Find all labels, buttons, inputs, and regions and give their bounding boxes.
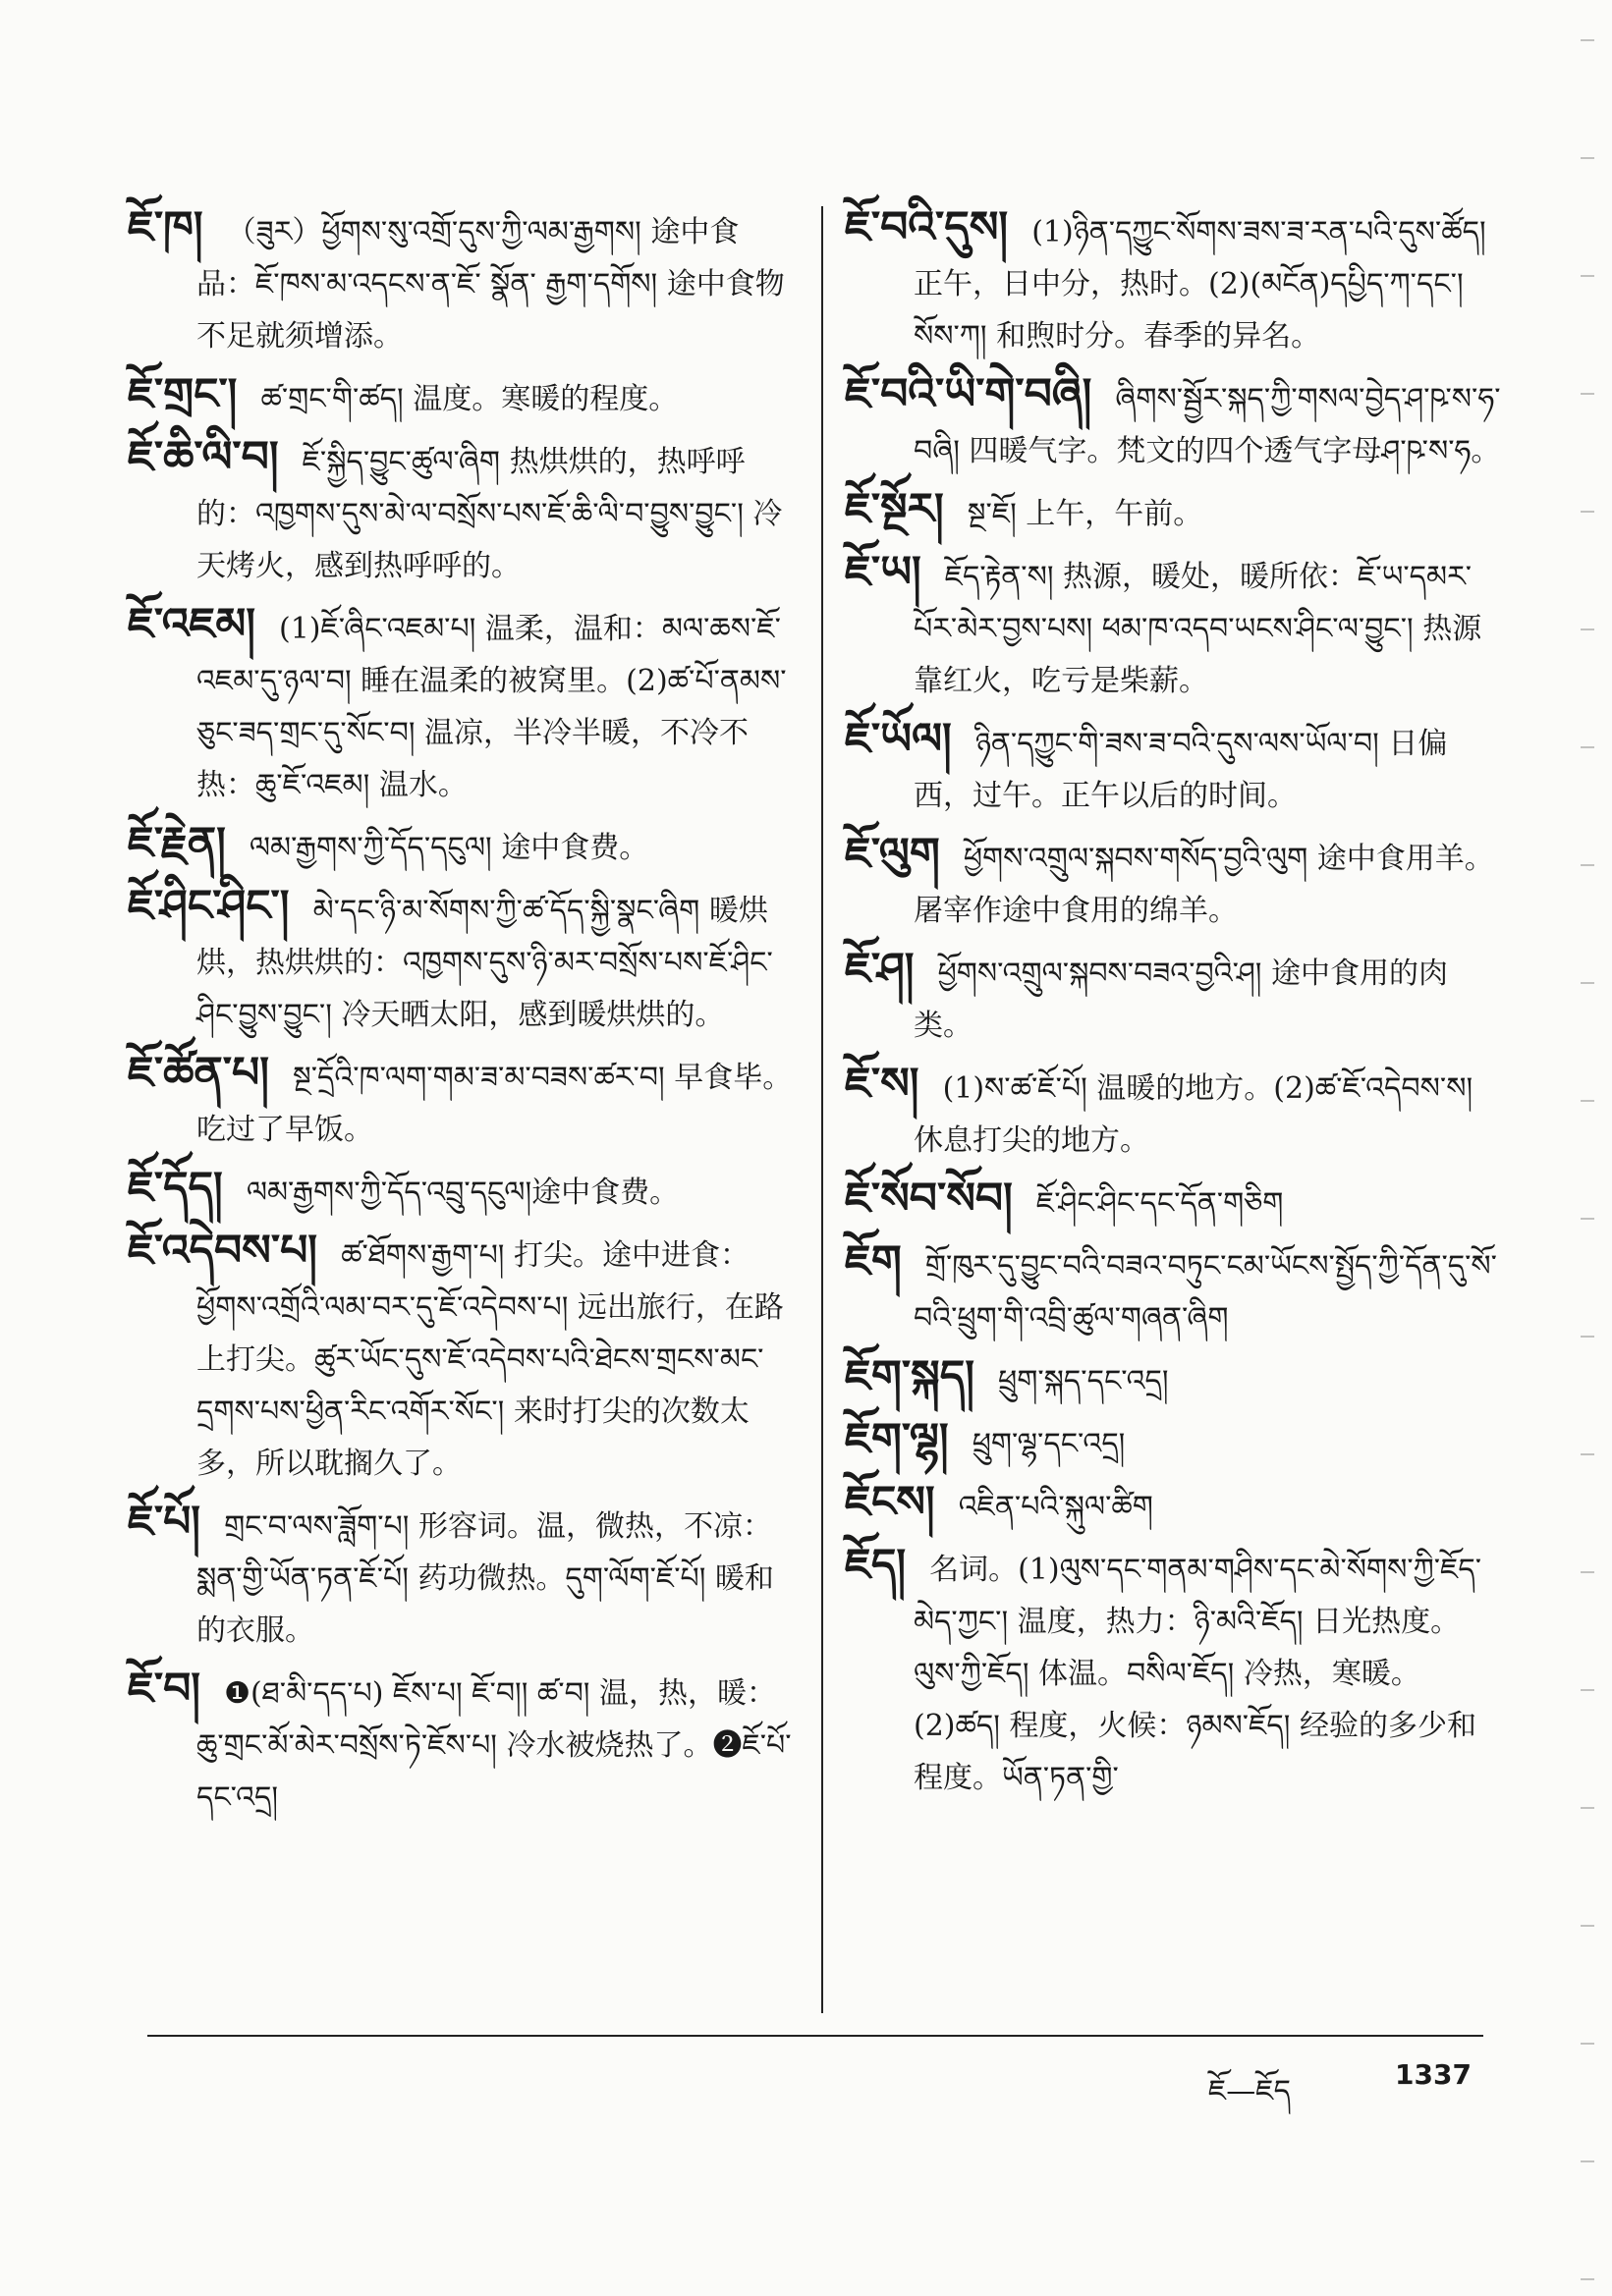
- headword: ཇོ་ཚོན་པ།: [128, 1048, 269, 1098]
- dictionary-entry: [845, 943, 1503, 1052]
- dictionary-entry: [845, 1350, 1503, 1407]
- headword: ཇོ་བའི་ཡི་གེ་བཞི།: [845, 369, 1092, 419]
- entry-body: ❶(ཐ་མི་དད་པ) ཇོས་པ། ཇོ་བ།། ཚ་བ། 温，热，暖：ཆུ་གྲང་མོ་མེར་བསྲོས་ཏེ་ཇོས་པ། 冷水被烧热了。❷ཇོ་པོ་དང་འདྲ།: [196, 1676, 792, 1815]
- headword: ཇོག་སྐད།: [845, 1351, 974, 1401]
- entry-body: ཇོད་རྟེན་ས། 热源，暖处，暖所依：ཇོ་ཡ་དམར་པོར་མེར་བྱས་པས། ཕམ་ཁ་འདབ་ཡངས་ཤིང་ལ་བྱུང་། 热源靠红火，吃亏是柴薪。: [914, 560, 1482, 698]
- entry-body: （ཟུར）ཕྱོགས་སུ་འགྲོ་དུས་ཀྱི་ལམ་རྒྱགས། 途中食品：ཇོ་ཁས་མ་འདངས་ན་ཇོ་ སྣོན་ རྒྱག་དགོས། 途中食物不足就须增添。: [196, 215, 785, 354]
- dictionary-entry: [128, 1047, 796, 1156]
- dictionary-entry: [845, 483, 1503, 540]
- dictionary-entry: [128, 201, 796, 362]
- entry-body: ཕྱོགས་འགྲུལ་སྐབས་གསོད་བྱའི་ལུག 途中食用羊。屠宰作途中食用的绵羊。: [914, 842, 1494, 928]
- entry-body: སྔ་དྲོའི་ཁ་ལག་གམ་ཟ་མ་བཟས་ཚར་བ། 早食毕。吃过了早饭。: [196, 1061, 793, 1147]
- headword: ཇོག་ལྷ།: [845, 1414, 949, 1464]
- footer-entry-range: ཇོ—ཇོད: [1208, 2074, 1291, 2108]
- dictionary-entry: [128, 368, 796, 425]
- dictionary-entry: [845, 368, 1503, 477]
- entry-body: ཕྱོགས་འགྲུལ་སྐབས་བཟའ་བྱའི་ཤ། 途中食用的肉类。: [914, 957, 1448, 1043]
- dictionary-entry: [128, 1162, 796, 1219]
- entry-body: གྲང་བ་ལས་ཟློག་པ། 形容词。温，微热，不凉：སྨན་གྱི་ཡོན་ཏན་ཇོ་པོ། 药功微热。དུག་ལོག་ཇོ་པོ། 暖和的衣服。: [196, 1509, 774, 1648]
- dictionary-entry: [128, 598, 796, 811]
- headword: ཇོ་ཤིང་ཤིང་།: [128, 881, 290, 931]
- entry-body: ཇོ་སྐྱིད་བྱུང་ཚུལ་ཞིག 热烘烘的，热呼呼的：འཁྱགས་དུས་མེ་ལ་བསྲོས་པས་ཇོ་ཆི་ལི་བ་བྱུས་བྱུང་། 冷天烤火，感到热呼呼的。: [196, 445, 783, 583]
- entry-body: ལམ་རྒྱགས་ཀྱི་དོད་འབྲུ་དངུལ།途中食费。: [246, 1175, 680, 1210]
- dictionary-entry: [845, 1539, 1503, 1804]
- footer-rule: [147, 2035, 1483, 2037]
- dictionary-entry: [128, 1496, 796, 1657]
- headword: ཇོ་འཇམ།: [128, 599, 255, 649]
- headword: ཇོ་འདེབས་པ།: [128, 1226, 318, 1276]
- dictionary-entry: [128, 880, 796, 1041]
- entry-body: (1)ཉིན་དཀྱུང་སོགས་ཟས་ཟ་རན་པའི་དུས་ཚོད། 正午，日中分，热时。(2)(མངོན)དཔྱིད་ཀ་དང་། སོས་ཀ། 和煦时分。春季的异名。: [914, 215, 1486, 354]
- entry-body: 名词。(1)ལུས་དང་གནམ་གཤིས་དང་མེ་སོགས་ཀྱི་ཇོད་མེད་ཀྱང་། 温度，热力：ཉི་མའི་ཇོད། 日光热度。ལུས་ཀྱི་ཇོད། 体温。བསིལ་ཇོད། 冷热，寒暖。(2)ཚད། 程度，火候：ཉམས་ཇོད། 经验的多少和程度。ཡོན་ཏན་གྱི་: [914, 1553, 1482, 1795]
- headword: ཇོ་པོ།: [128, 1497, 201, 1547]
- dictionary-entry: [128, 817, 796, 874]
- headword: ཇོ་སོབ་སོབ།: [845, 1174, 1013, 1224]
- dictionary-entry: [845, 201, 1503, 362]
- headword: ཇོ་སྔོར།: [845, 484, 944, 534]
- headword: ཇོད།: [845, 1540, 907, 1590]
- dictionary-entry: [845, 1476, 1503, 1533]
- left-column: [128, 201, 796, 1830]
- headword: ཇོ་ཡ།: [845, 547, 921, 597]
- entry-body: ཚ་ཐོགས་རྒྱག་པ། 打尖。途中进食：ཕྱོགས་འགྲོའི་ལམ་བར་དུ་ཇོ་འདེབས་པ། 远出旅行，在路上打尖。ཚུར་ཡོང་དུས་ཇོ་འདེབས་པའི་ཐེངས་གྲངས་མང་དྲགས་པས་ཕྱིན་རིང་འགོར་སོང་། 来时打尖的次数太多，所以耽搁久了。: [196, 1238, 784, 1481]
- headword: ཇོ་གྲང་།: [128, 369, 238, 419]
- dictionary-entry: [845, 546, 1503, 707]
- entry-body: ཇོ་ཤིང་ཤིང་དང་དོན་གཅིག: [1035, 1186, 1284, 1221]
- headword: ཇོག: [845, 1236, 902, 1286]
- dictionary-entry: [128, 1225, 796, 1490]
- entry-body: གྲོ་ཁུར་དུ་བྱུང་བའི་བཟའ་བཏུང་ངམ་ཡོངས་སྤྱོད་ཀྱི་དོན་དུ་སོ་བའི་ཕྲུག་གི་འབྲི་ཚུལ་གཞན་ཞིག: [914, 1249, 1497, 1336]
- dictionary-entry: [845, 1413, 1503, 1470]
- dictionary-entry: [128, 1663, 796, 1824]
- headword: ཇོ་ས།: [845, 1059, 919, 1109]
- dictionary-entry: [845, 1235, 1503, 1344]
- entry-body: མེ་དང་ཉི་མ་སོགས་ཀྱི་ཚ་དོད་སྐྱི་སྣང་ཞིག 暖烘烘，热烘烘的：འཁྱགས་དུས་ཉི་མར་བསྲོས་པས་ཇོ་ཤིང་ཤིང་བྱུས་བྱུང་། 冷天晒太阳，感到暖烘烘的。: [196, 894, 773, 1032]
- headword: ཇོ་ཤ།: [845, 944, 915, 994]
- entry-body: འཇིན་པའི་སྐུལ་ཚིག: [958, 1490, 1153, 1524]
- headword: ཇོ་ཁ།: [128, 202, 203, 252]
- dictionary-entry: [128, 431, 796, 592]
- page-number: 1337: [1395, 2058, 1472, 2091]
- entry-body: (1)ས་ཚ་ཇོ་པོ། 温暖的地方。(2)ཚ་ཇོ་འདེབས་ས། 休息打尖的地方。: [914, 1071, 1473, 1158]
- dictionary-entry: [845, 1173, 1503, 1230]
- entry-body: སྔ་ཇོ། 上午，午前。: [967, 497, 1203, 531]
- headword: ཇོ་རྗེན།: [128, 818, 226, 868]
- headword: ཇོ་བ།: [128, 1664, 201, 1714]
- headword: ཇོངས།: [845, 1477, 935, 1527]
- entry-body: ཚ་གྲང་གི་ཚད། 温度。寒暖的程度。: [260, 382, 679, 416]
- dictionary-entry: [845, 713, 1503, 822]
- entry-body: ཞིགས་སྦྱོར་སྐད་ཀྱི་གསལ་བྱེད་ཤ་ཥ་ས་ཧ་བཞི། 四暖气字。梵文的四个透气字母ཤ་ཥ་ས་ཧ。: [914, 382, 1501, 468]
- entry-body: ལམ་རྒྱགས་ཀྱི་དོད་དངུལ། 途中食费。: [249, 831, 649, 865]
- entry-body: ཉིན་དཀྱུང་གི་ཟས་ཟ་བའི་དུས་ལས་ཡོལ་བ། 日偏西，过午。正午以后的时间。: [914, 727, 1448, 813]
- entry-body: ཕྲུག་སྐད་དང་འདྲ།: [998, 1364, 1169, 1398]
- entry-body: ཕྲུག་ལྷ་དང་འདྲ།: [972, 1427, 1126, 1461]
- headword: ཇོ་བའི་དུས།: [845, 202, 1009, 252]
- headword: ཇོ་དོད།: [128, 1163, 223, 1213]
- headword: ཇོ་ཡོལ།: [845, 714, 952, 764]
- entry-body: (1)ཇོ་ཞིང་འཇམ་པ། 温柔，温和：མལ་ཆས་ཇོ་འཇམ་དུ་ཉལ་བ། 睡在温柔的被窝里。(2)ཚ་པོ་ནམས་ཅུང་ཟད་གྲང་དུ་སོང་བ། 温凉，半冷半暖，不冷不热：ཆུ་ཇོ་འཇམ། 温水。: [196, 612, 787, 802]
- dictionary-entry: [845, 1058, 1503, 1167]
- right-column: [845, 201, 1503, 1810]
- column-divider: [821, 206, 823, 2013]
- headword: ཇོ་ལུག: [845, 829, 940, 879]
- headword: ཇོ་ཆི་ལི་བ།: [128, 432, 279, 482]
- scan-edge-marks: [1581, 0, 1594, 2296]
- dictionary-entry: [845, 828, 1503, 937]
